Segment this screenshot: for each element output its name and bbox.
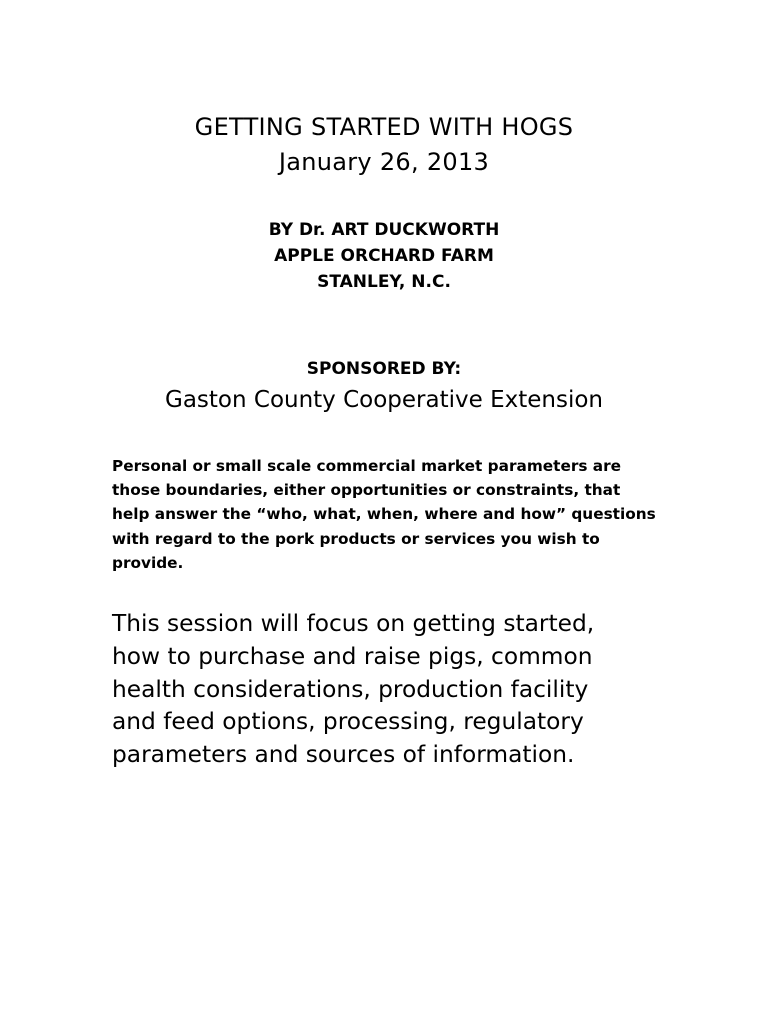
- session-paragraph: [112, 608, 672, 772]
- document-title: GETTING STARTED WITH HOGS: [194, 113, 574, 141]
- sponsored-by-label: SPONSORED BY:: [306, 359, 462, 379]
- author-line: BY Dr. ART DUCKWORTH: [268, 220, 500, 240]
- intro-line: help answer the “who, what, when, where and how” questions: [112, 505, 656, 524]
- sponsor-name: Gaston County Cooperative Extension: [165, 387, 603, 413]
- intro-line: provide.: [112, 553, 184, 572]
- byline-block: [0, 217, 768, 295]
- session-line: parameters and sources of information.: [112, 741, 575, 769]
- session-line: This session will focus on getting started,: [112, 610, 595, 637]
- location-line: STANLEY, N.C.: [317, 272, 451, 292]
- intro-line: Personal or small scale commercial market parameters are: [112, 457, 622, 475]
- session-line: health considerations, production facility: [112, 675, 589, 703]
- farm-line: APPLE ORCHARD FARM: [274, 246, 494, 266]
- session-line: and feed options, processing, regulatory: [112, 708, 584, 736]
- intro-line: with regard to the pork products or services you wish to: [112, 529, 600, 548]
- event-date: January 26, 2013: [278, 148, 490, 176]
- intro-paragraph: [112, 454, 672, 575]
- intro-line: those boundaries, either opportunities or constraints, that: [112, 481, 621, 500]
- session-line: how to purchase and raise pigs, common: [112, 642, 593, 670]
